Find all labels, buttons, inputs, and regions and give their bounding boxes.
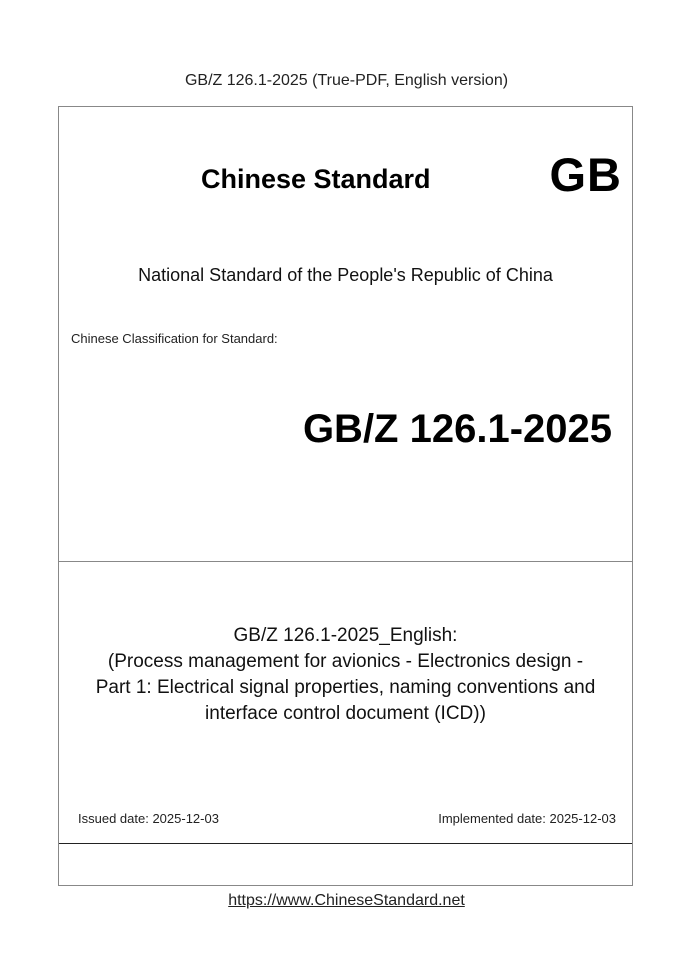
document-title-line: Part 1: Electrical signal properties, naming conventions and [95, 677, 596, 698]
cover-title: Chinese Standard [201, 164, 431, 194]
national-standard-line: National Standard of the People's Republic of China [138, 265, 553, 285]
implemented-date: Implemented date: 2025-12-03 [438, 811, 616, 826]
footer [0, 892, 693, 910]
cover-middle-panel [59, 561, 632, 843]
standard-number: GB/Z 126.1-2025 [302, 407, 612, 451]
website-link[interactable]: https://www.ChineseStandard.net [228, 892, 465, 909]
issued-date: Issued date: 2025-12-03 [78, 811, 219, 826]
document-title-line: interface control document (ICD)) [205, 703, 486, 724]
cover-frame [58, 106, 633, 886]
document-title-line: GB/Z 126.1-2025_English: [233, 625, 458, 646]
cover-top-panel [59, 107, 632, 562]
document-title-line: (Process management for avionics - Electronics design - [107, 651, 584, 672]
classification-label: Chinese Classification for Standard: [71, 331, 278, 346]
cover-bottom-panel [59, 843, 632, 886]
header-caption: GB/Z 126.1-2025 (True-PDF, English version) [184, 72, 509, 89]
document-title [59, 623, 632, 727]
gb-mark: GB [549, 148, 622, 201]
